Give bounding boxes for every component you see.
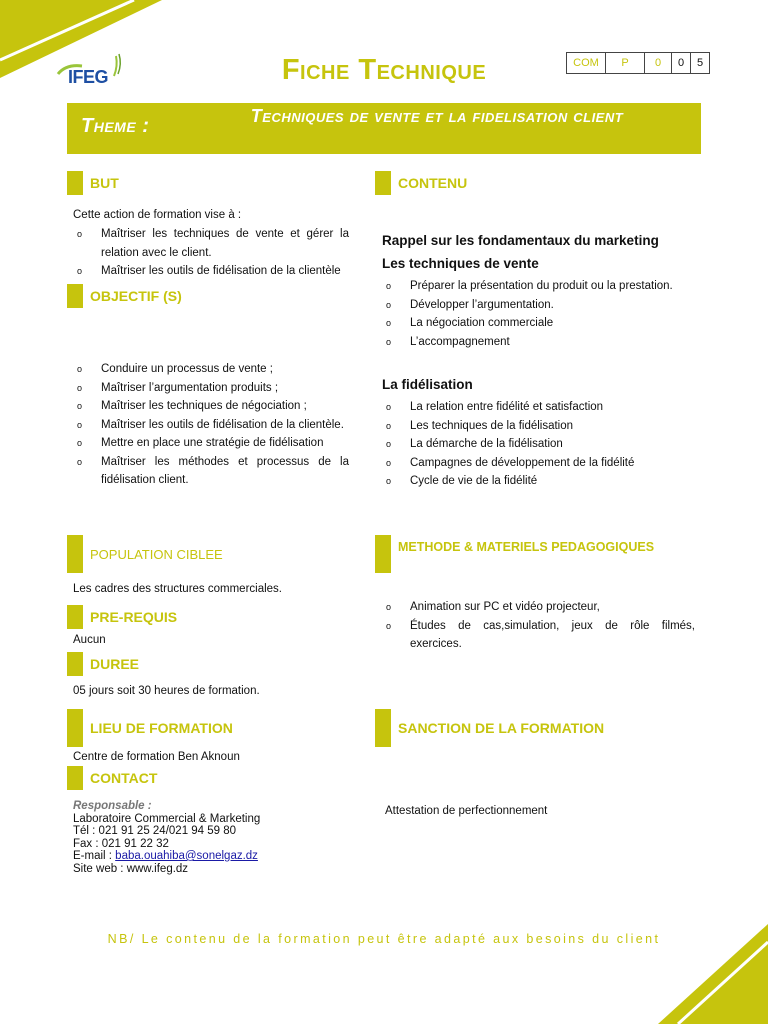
section-marker — [67, 709, 83, 747]
section-title: PRE-REQUIS — [90, 609, 178, 625]
contact-responsable-label: Responsable : — [73, 800, 152, 812]
bullet-icon: o — [386, 402, 392, 412]
page-title: Fiche Technique — [281, 54, 487, 86]
list-item: o Développer l’argumentation. — [382, 296, 702, 315]
list-item: o Conduire un processus de vente ; — [73, 360, 349, 379]
bullet-icon: o — [386, 439, 392, 449]
contact-block — [73, 800, 260, 875]
contenu-heading-fidelisation: La fidélisation — [382, 377, 473, 392]
section-marker — [67, 535, 83, 573]
footer-note: NB/ Le contenu de la formation peut être adapté aux besoins du client — [107, 932, 661, 946]
list-item: o Maîtriser l’argumentation produits ; — [73, 379, 349, 398]
section-title: METHODE & MATERIELS PEDAGOGIQUES — [398, 540, 655, 554]
section-marker — [67, 766, 83, 790]
section-marker — [67, 605, 83, 629]
methode-list — [382, 598, 695, 654]
section-marker — [375, 535, 391, 573]
section-header-objectif — [67, 284, 182, 308]
section-header-duree — [67, 652, 139, 676]
contact-org: Laboratoire Commercial & Marketing — [73, 812, 261, 825]
lieu-text: Centre de formation Ben Aknoun — [73, 751, 240, 763]
contact-tel: Tél : 021 91 25 24/021 94 59 80 — [73, 825, 237, 837]
section-marker — [67, 171, 83, 195]
duree-text: 05 jours soit 30 heures de formation. — [73, 685, 260, 697]
section-header-prerequis — [67, 605, 177, 629]
section-marker — [375, 171, 391, 195]
list-item: o Études de cas,simulation, jeux de rôle filmés, exercices. — [382, 617, 695, 654]
list-item: o Campagnes de développement de la fidélité — [382, 454, 702, 473]
bullet-icon: o — [386, 336, 392, 347]
section-header-population — [67, 535, 223, 573]
contact-site: Site web : www.ifeg.dz — [73, 862, 189, 875]
code-cell: P — [606, 53, 645, 74]
but-intro: Cette action de formation vise à : — [73, 209, 242, 221]
section-title: CONTACT — [90, 770, 158, 786]
contact-fax: Fax : 021 91 22 32 — [73, 837, 169, 850]
code-cell: 0 — [645, 53, 672, 74]
list-item: o Mettre en place une stratégie de fidélisation — [73, 434, 349, 453]
section-header-sanction — [375, 709, 604, 747]
list-item: o Maîtriser les outils de fidélisation de la clientèle — [73, 262, 349, 281]
section-marker — [67, 284, 83, 308]
fidelisation-list — [382, 398, 702, 491]
list-item: o L’accompagnement — [382, 333, 702, 352]
theme-label: Theme : — [81, 115, 150, 137]
code-cell: COM — [567, 53, 606, 74]
section-header-methode — [375, 535, 654, 573]
contact-email-link[interactable]: baba.ouahiba@sonelgaz.dz — [115, 850, 258, 862]
list-item: o La négociation commerciale — [382, 314, 702, 333]
vente-list — [382, 277, 702, 351]
sanction-text: Attestation de perfectionnement — [385, 805, 548, 817]
section-title: CONTENU — [398, 175, 468, 191]
list-item: o Maîtriser les techniques de vente et gérer la relation avec le client. — [73, 225, 349, 262]
list-item: o La démarche de la fidélisation — [382, 435, 702, 454]
bullet-icon: o — [386, 281, 392, 291]
list-item: o Maîtriser les techniques de négociation ; — [73, 397, 349, 416]
section-title: DUREE — [90, 656, 140, 672]
bullet-icon: o — [386, 318, 392, 328]
bullet-icon: o — [77, 419, 83, 430]
bullet-icon: o — [386, 299, 392, 310]
section-title: POPULATION CIBLEE — [90, 546, 223, 562]
section-header-lieu — [67, 709, 233, 747]
section-marker — [375, 709, 391, 747]
list-item: o La relation entre fidélité et satisfaction — [382, 398, 702, 417]
list-item: o Cycle de vie de la fidélité — [382, 472, 702, 491]
code-cell: 0 — [672, 53, 691, 74]
list-item: o Maîtriser les outils de fidélisation de la clientèle. — [73, 416, 349, 435]
bullet-icon: o — [77, 364, 83, 374]
prerequis-text: Aucun — [73, 634, 106, 646]
contact-email-label: E-mail : — [73, 850, 116, 862]
bullet-icon: o — [386, 457, 392, 468]
section-header-contenu — [375, 171, 467, 195]
contenu-heading-marketing: Rappel sur les fondamentaux du marketing — [382, 233, 659, 248]
bullet-icon: o — [386, 420, 392, 431]
section-title: BUT — [90, 175, 119, 191]
bullet-icon: o — [77, 438, 83, 448]
section-header-but — [67, 171, 119, 195]
theme-text: Techniques de vente et la fidelisation client — [250, 106, 624, 126]
bullet-icon: o — [77, 229, 83, 239]
objectif-list — [73, 360, 349, 490]
logo-text: IFEG — [68, 67, 109, 87]
reference-code-table — [566, 52, 710, 74]
contenu-heading-vente: Les techniques de vente — [382, 256, 539, 271]
bullet-icon: o — [386, 476, 392, 486]
bullet-icon: o — [77, 382, 83, 393]
section-title: LIEU DE FORMATION — [90, 720, 233, 736]
contact-email-row — [73, 850, 260, 863]
bullet-icon: o — [77, 456, 83, 467]
section-title: OBJECTIF (S) — [90, 288, 182, 304]
list-item: o Maîtriser les méthodes et processus de la fidélisation client. — [73, 453, 349, 490]
code-cell: 5 — [691, 53, 710, 74]
list-item: o Préparer la présentation du produit ou la prestation. — [382, 277, 702, 296]
section-title: SANCTION DE LA FORMATION — [398, 720, 605, 736]
but-list — [73, 225, 349, 281]
bullet-icon: o — [77, 401, 83, 411]
population-text: Les cadres des structures commerciales. — [73, 583, 282, 595]
section-marker — [67, 652, 83, 676]
bullet-icon: o — [386, 602, 392, 612]
list-item: o Animation sur PC et vidéo projecteur, — [382, 598, 695, 617]
section-header-contact — [67, 766, 157, 790]
list-item: o Les techniques de la fidélisation — [382, 417, 702, 436]
theme-banner — [67, 103, 701, 154]
bullet-icon: o — [386, 620, 392, 631]
bullet-icon: o — [77, 266, 83, 276]
